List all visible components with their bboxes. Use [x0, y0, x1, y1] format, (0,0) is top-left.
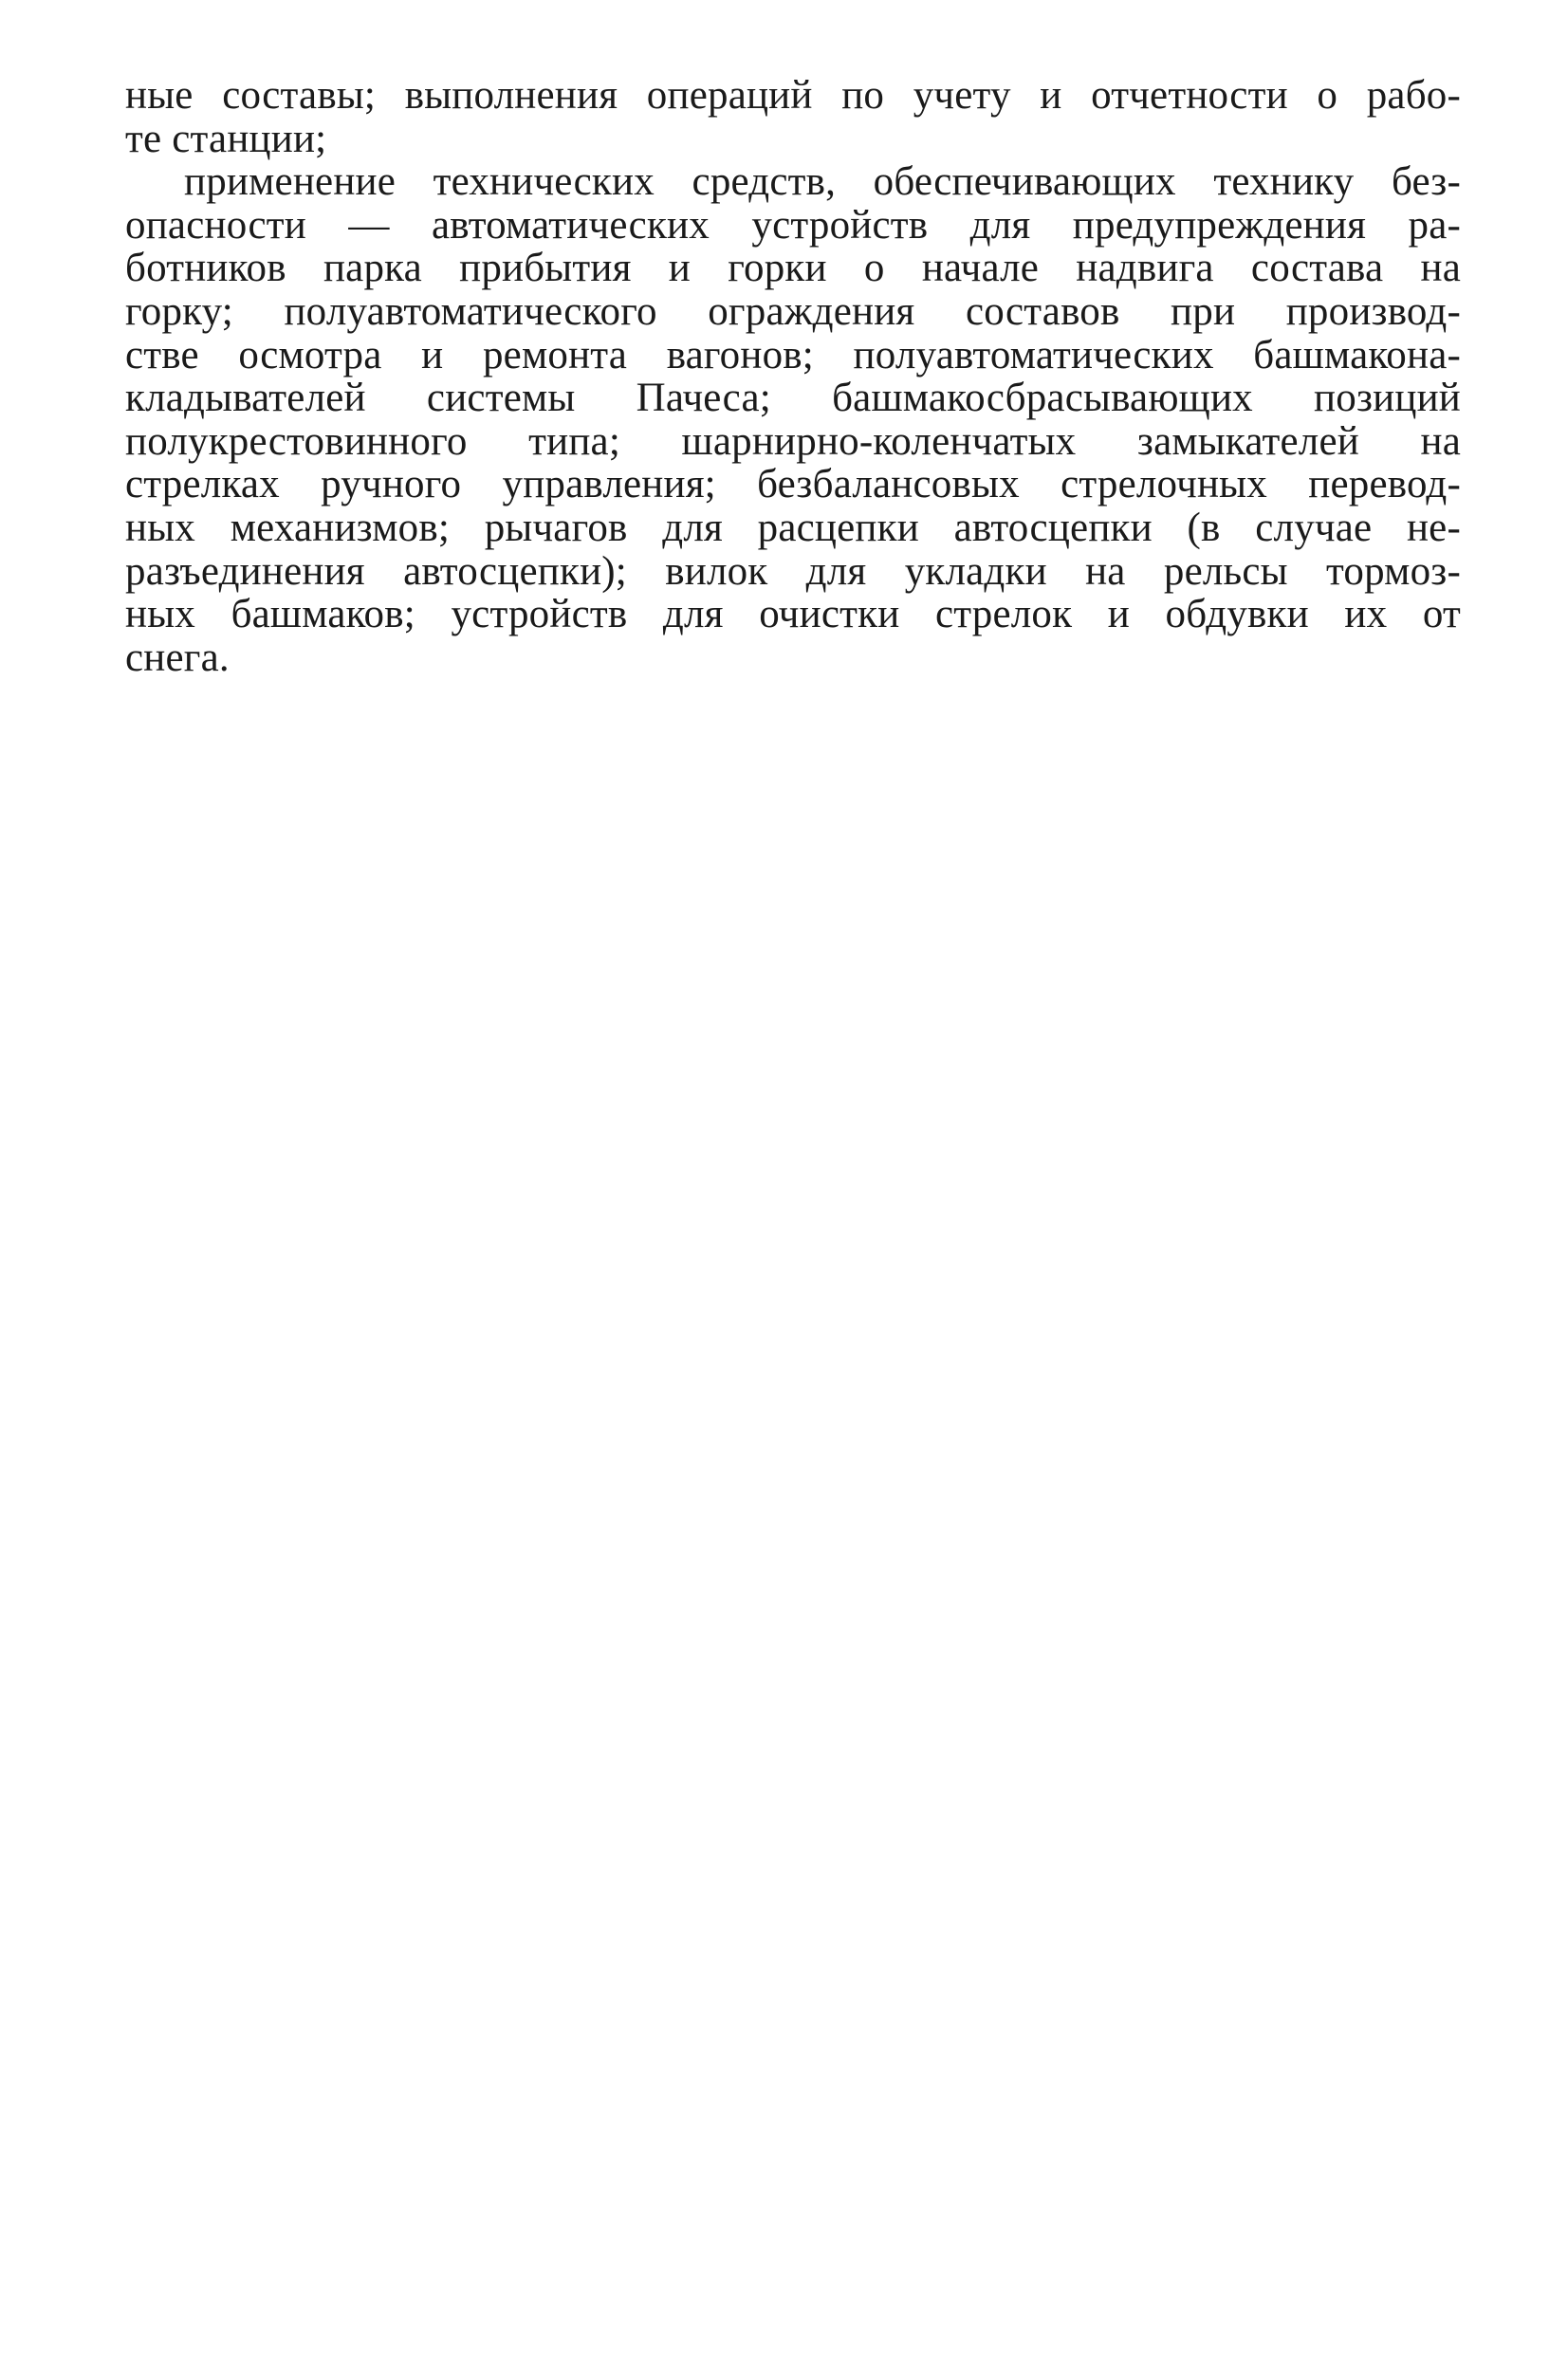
text-line: стве осмотра и ремонта вагонов; полуавтоматических башмакона- [125, 332, 1461, 377]
text-line: снега. [125, 635, 230, 680]
text-line: ных башмаков; устройств для очистки стрелок и обдувки их от [125, 592, 1461, 637]
text-line: полукрестовинного типа; шарнирно-коленчатых замыкателей на [125, 418, 1461, 464]
page-body [125, 74, 1461, 679]
text-line: применение технических средств, обеспечивающих технику без- [184, 159, 1461, 205]
text-line: разъединения автосцепки); вилок для укладки на рельсы тормоз- [125, 548, 1461, 594]
text-line: горку; полуавтоматического ограждения составов при производ- [125, 288, 1461, 334]
text-line: ботников парка прибытия и горки о начале надвига состава на [125, 246, 1461, 291]
text-line: ных механизмов; рычагов для расцепки автосцепки (в случае не- [125, 505, 1461, 550]
text-line: ные составы; выполнения операций по учету и отчетности о рабо- [125, 73, 1461, 118]
text-line: кладывателей системы Пачеса; башмакосбрасывающих позиций [125, 376, 1461, 421]
text-line: стрелках ручного управления; безбалансовых стрелочных перевод- [125, 462, 1461, 507]
paragraph-2 [125, 160, 1461, 679]
text-line: опасности — автоматических устройств для предупреждения ра- [125, 202, 1461, 248]
paragraph-1 [125, 74, 1461, 160]
text-line: те станции; [125, 116, 327, 161]
